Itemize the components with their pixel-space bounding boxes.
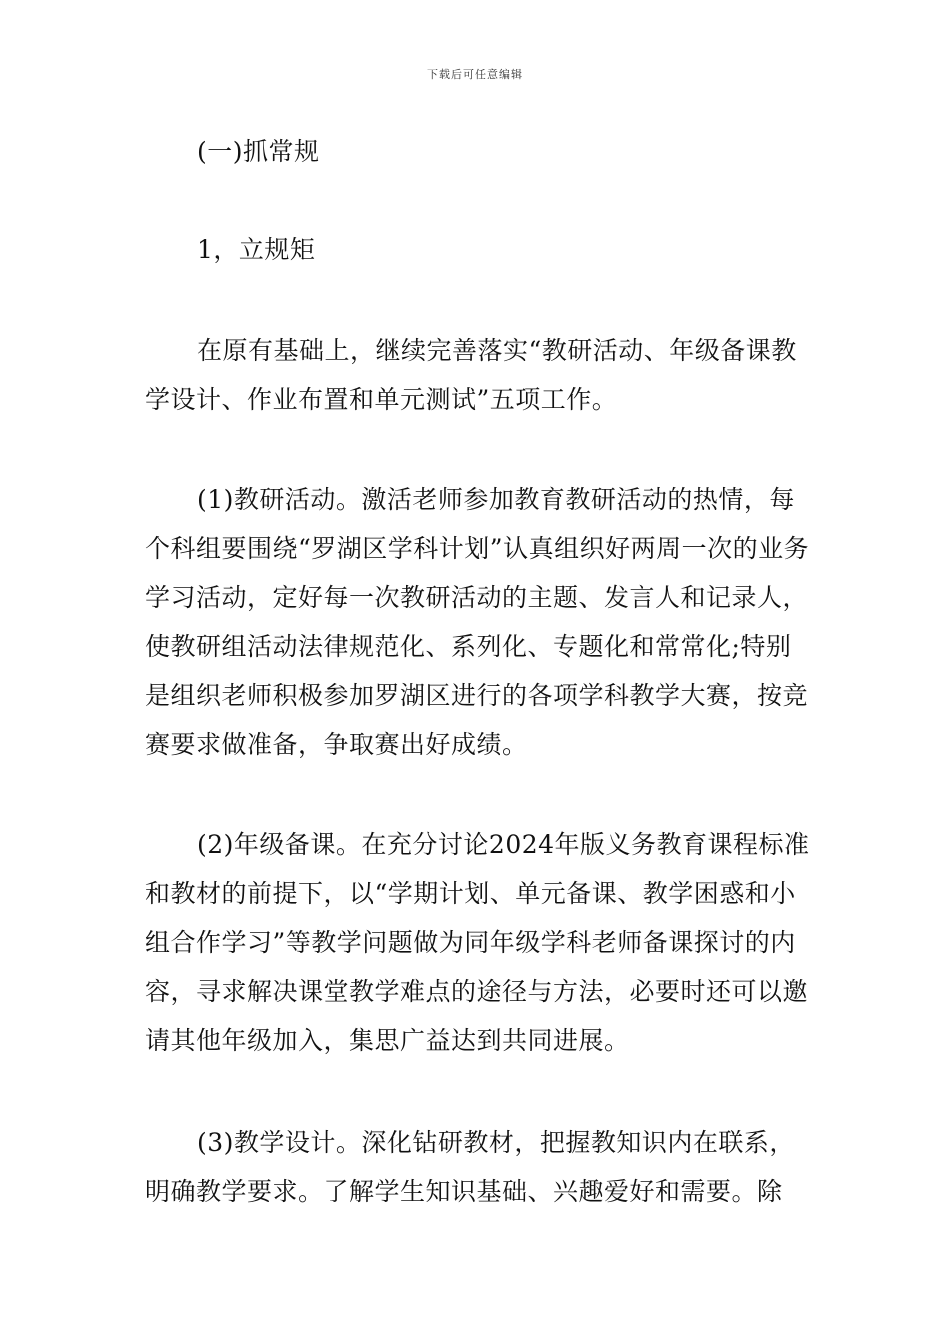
section-heading: (一)抓常规 <box>197 137 320 166</box>
paragraph-research-activities: (1)教研活动。激活老师参加教育教研活动的热情，每个科组要围绕“罗湖区学科计划”认真组织好两周一次的业务学习活动，定好每一次教研活动的主题、发言人和记录人，使教研组活动法律规范化、系列化、专题化和常常化;特别是组织老师积极参加罗湖区进行的各项学科教学大赛，按竞赛要求做准备，争取赛出好成绩。 <box>145 485 810 759</box>
paragraph-teaching-design: (3)教学设计。深化钻研教材，把握教知识内在联系，明确教学要求。了解学生知识基础、兴趣爱好和需要。除 <box>145 1128 795 1206</box>
subheading: 1，立规矩 <box>197 235 316 264</box>
paragraph-grade-preparation: (2)年级备课。在充分讨论2024年版义务教育课程标准和教材的前提下，以“学期计划、单元备课、教学困惑和小组合作学习”等教学问题做为同年级学科老师备课探讨的内容，寻求解决课堂教学难点的途径与方法，必要时还可以邀请其他年级加入，集思广益达到共同进展。 <box>145 830 810 1055</box>
paragraph-intro: 在原有基础上，继续完善落实“教研活动、年级备课教学设计、作业布置和单元测试”五项工作。 <box>145 336 797 414</box>
header-note: 下载后可任意编辑 <box>427 68 523 81</box>
